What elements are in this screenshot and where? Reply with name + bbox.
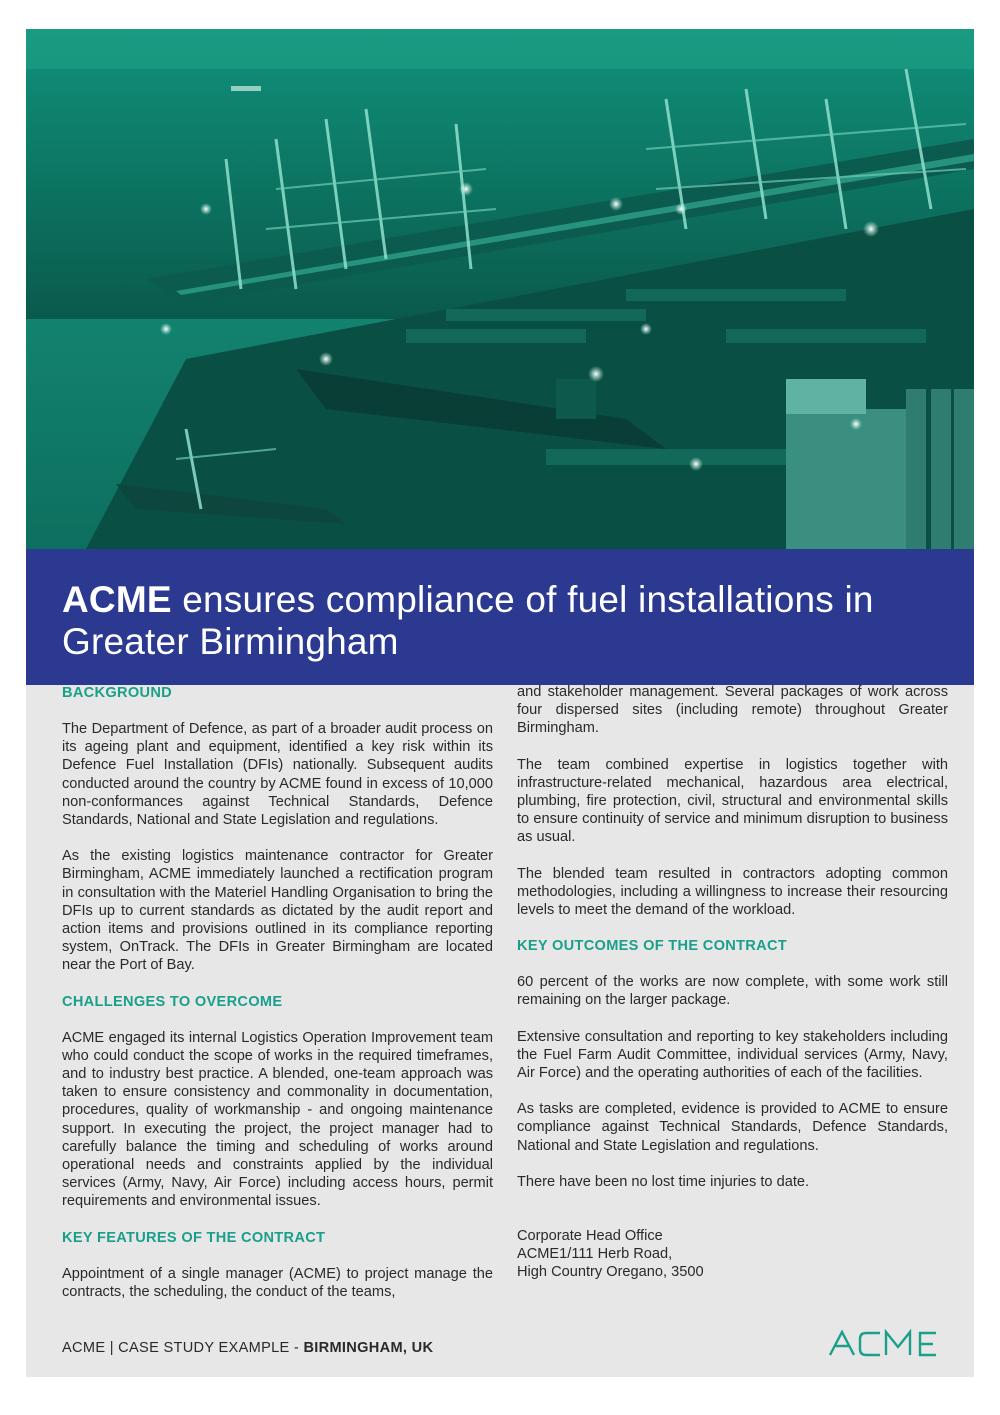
title-rest: ensures compliance of fuel installations in Greater Birmingham bbox=[62, 579, 874, 662]
section-heading-background: BACKGROUND bbox=[62, 685, 173, 701]
logo-letter-m bbox=[886, 1332, 910, 1355]
logo-letter-e bbox=[920, 1333, 936, 1355]
footer-location: BIRMINGHAM, UK bbox=[303, 1340, 434, 1356]
address-line-1: Corporate Head Office bbox=[517, 1228, 663, 1245]
address-line-2: ACME1/111 Herb Road, bbox=[517, 1246, 673, 1263]
features-paragraph-1a: Appointment of a single manager (ACME) to project manage the contracts, the scheduling, the conduct of the teams, bbox=[62, 1265, 493, 1300]
outcomes-paragraph-4: There have been no lost time injuries to date. bbox=[517, 1173, 810, 1190]
footer-caption bbox=[62, 1340, 433, 1356]
outcomes-paragraph-3: As tasks are completed, evidence is provided to ACME to ensure compliance against Technical Standards, Defence Standards, National and State Legislation and regulations. bbox=[517, 1101, 948, 1154]
logo-letter-c bbox=[860, 1333, 880, 1355]
section-heading-outcomes: KEY OUTCOMES OF THE CONTRACT bbox=[517, 938, 788, 955]
address-block bbox=[517, 1227, 948, 1282]
hero-image bbox=[26, 29, 974, 549]
footer-prefix: ACME | CASE STUDY EXAMPLE - bbox=[62, 1340, 304, 1356]
section-heading-features: KEY FEATURES OF THE CONTRACT bbox=[62, 1229, 326, 1246]
outcomes-paragraph-2: Extensive consultation and reporting to key stakeholders including the Fuel Farm Audit Committee, individual services (Army, Navy, Air Force) and the operating authorities of each of the facilities. bbox=[517, 1028, 948, 1082]
challenges-paragraph-1: ACME engaged its internal Logistics Operation Improvement team who could conduct the scope of works in the required timeframes, and to industry best practice. A blended, one-team approach was taken to ensure consistency and commonality in documentation, procedures, quality of workmanship - and ongoing maintenance support. In executing the project, the project manager had to carefully balance the timing and scheduling of works around operational needs and constraints applied by the individual services (Army, Navy, Air Force) including access hours, permit requirements and environmental issues. bbox=[62, 1029, 493, 1210]
page-title bbox=[62, 579, 942, 663]
background-paragraph-1: The Department of Defence, as part of a broader audit process on its ageing plant and equipment, identified a key risk within its Defence Fuel Installation (DFIs) nationally. Subsequent audits conducted around the country by ACME found in excess of 10,000 non-conformances against Technical Standards, Defence Standards, National and State Legislation and regulations. bbox=[62, 721, 493, 829]
left-column bbox=[62, 683, 493, 1301]
background-paragraph-2: As the existing logistics maintenance contractor for Greater Birmingham, ACME immediately launched a rectification program in consultation with the Materiel Handling Organisation to bring the DFIs up to current standards as dictated by the audit report and action items and provisions outlined in its compliance reporting system, OnTrack. The DFIs in Greater Birmingham are located near the Port of Bay. bbox=[62, 848, 493, 974]
outcomes-paragraph-1: 60 percent of the works are now complete, with some work still remaining on the larger package. bbox=[517, 974, 948, 1009]
title-brand: ACME bbox=[62, 579, 172, 620]
features-paragraph-2: The team combined expertise in logistics together with infrastructure-related mechanical, hazardous area electrical, plumbing, fire protection, civil, structural and environmental skills to ensure continuity of service and minimum disruption to business as usual. bbox=[517, 756, 948, 846]
port-photo-illustration bbox=[26, 29, 974, 549]
features-paragraph-1b: and stakeholder management. Several packages of work across four dispersed sites (including remote) throughout Greater Birmingham. bbox=[517, 684, 948, 737]
address-line-3: High Country Oregano, 3500 bbox=[517, 1264, 704, 1281]
right-column bbox=[517, 683, 948, 1282]
section-heading-challenges: CHALLENGES TO OVERCOME bbox=[62, 993, 283, 1010]
acme-logo bbox=[828, 1329, 948, 1357]
title-band bbox=[26, 549, 974, 685]
logo-letter-a bbox=[830, 1332, 854, 1355]
features-paragraph-3: The blended team resulted in contractors adopting common methodologies, including a willingness to increase their resourcing levels to meet the demand of the workload. bbox=[517, 865, 948, 919]
document-page bbox=[26, 29, 974, 1377]
